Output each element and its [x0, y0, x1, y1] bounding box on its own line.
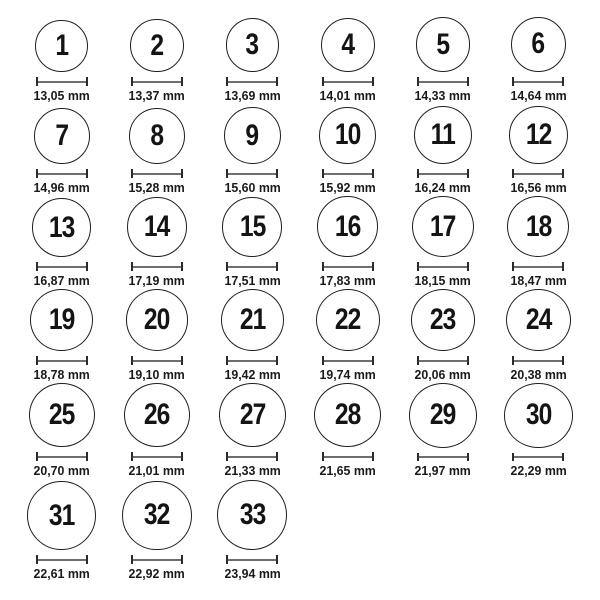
diameter-label: 15,92 mm	[319, 180, 376, 196]
ring-size-number: 4	[341, 27, 355, 61]
diameter-ruler-icon	[226, 356, 278, 365]
diameter-label: 14,64 mm	[510, 88, 567, 104]
ring-circle	[511, 17, 566, 72]
ring-size-number: 24	[525, 303, 552, 337]
diameter-label: 19,74 mm	[319, 367, 376, 383]
diameter-ruler-icon	[226, 452, 278, 461]
diameter-ruler-icon	[417, 356, 469, 365]
ring-circle	[124, 383, 190, 447]
diameter-label: 14,33 mm	[414, 88, 472, 104]
ring-circle	[30, 289, 92, 351]
ring-size-number: 15	[239, 209, 266, 243]
ring-size-number: 22	[334, 303, 361, 337]
ring-size-number: 27	[239, 398, 266, 432]
ring-size-item	[300, 104, 395, 196]
ring-circle	[412, 196, 473, 257]
diameter-label: 17,19 mm	[128, 273, 186, 289]
ring-circle	[122, 481, 192, 551]
ring-size-number: 9	[245, 118, 259, 152]
ring-circle	[314, 383, 381, 447]
ring-size-number: 14	[144, 210, 170, 244]
diameter-ruler-icon	[322, 169, 374, 178]
ring-circle	[506, 289, 571, 351]
ring-circle	[416, 17, 471, 72]
ring-size-number: 11	[430, 118, 456, 152]
ring-size-number: 12	[525, 117, 552, 151]
diameter-ruler-icon	[322, 356, 374, 365]
diameter-ruler-icon	[36, 356, 88, 365]
ring-size-item	[300, 289, 395, 383]
ring-size-number: 29	[430, 398, 456, 432]
ring-circle	[221, 289, 285, 351]
diameter-ruler-icon	[131, 77, 183, 86]
ring-circle	[509, 106, 568, 165]
diameter-ruler-icon	[36, 452, 88, 461]
ring-size-item	[395, 104, 490, 196]
ring-size-item	[109, 104, 204, 196]
diameter-label: 16,24 mm	[414, 180, 472, 196]
diameter-ruler-icon	[512, 356, 564, 365]
ring-circle	[222, 197, 282, 257]
ring-size-number: 8	[150, 118, 164, 152]
diameter-label: 22,92 mm	[128, 566, 186, 582]
ring-circle	[226, 18, 280, 72]
ring-size-item	[491, 12, 586, 104]
ring-circle	[130, 19, 183, 72]
diameter-ruler-icon	[322, 452, 374, 461]
diameter-ruler-icon	[131, 169, 183, 178]
ring-circle	[126, 289, 189, 351]
ring-size-number: 21	[239, 303, 266, 337]
ring-size-item	[14, 289, 109, 383]
diameter-label: 20,70 mm	[33, 463, 90, 479]
diameter-ruler-icon	[131, 356, 183, 365]
ring-size-number: 3	[245, 28, 259, 62]
ring-circle	[35, 20, 88, 73]
diameter-ruler-icon	[131, 452, 183, 461]
ring-size-item	[14, 479, 109, 582]
diameter-label: 19,10 mm	[128, 367, 186, 383]
diameter-label: 13,69 mm	[224, 88, 281, 104]
diameter-ruler-icon	[131, 555, 183, 564]
ring-circle	[319, 107, 376, 164]
diameter-ruler-icon	[226, 169, 278, 178]
ring-circle	[414, 106, 472, 164]
diameter-label: 16,87 mm	[33, 273, 90, 289]
ring-size-number: 32	[144, 498, 170, 532]
ring-circle	[504, 383, 572, 448]
diameter-label: 18,78 mm	[33, 367, 90, 383]
diameter-label: 20,38 mm	[510, 367, 567, 383]
diameter-ruler-icon	[36, 169, 88, 178]
diameter-label: 19,42 mm	[224, 367, 281, 383]
ring-size-item	[395, 289, 490, 383]
ring-size-item	[300, 12, 395, 104]
ring-size-number: 28	[334, 398, 361, 432]
diameter-label: 18,15 mm	[414, 273, 472, 289]
diameter-label: 15,60 mm	[224, 180, 281, 196]
diameter-label: 20,06 mm	[414, 367, 472, 383]
diameter-label: 21,01 mm	[128, 463, 186, 479]
diameter-label: 21,97 mm	[414, 463, 472, 479]
diameter-ruler-icon	[512, 169, 564, 178]
diameter-ruler-icon	[417, 169, 469, 178]
ring-size-number: 26	[144, 398, 170, 432]
diameter-label: 21,65 mm	[319, 463, 376, 479]
ring-size-item	[109, 12, 204, 104]
ring-size-number: 20	[144, 303, 170, 337]
ring-size-number: 10	[334, 118, 361, 152]
ring-size-number: 7	[55, 119, 69, 153]
diameter-ruler-icon	[417, 262, 469, 271]
diameter-ruler-icon	[36, 77, 88, 86]
ring-size-item	[205, 104, 300, 196]
ring-size-item	[395, 196, 490, 289]
diameter-ruler-icon	[131, 262, 183, 271]
ring-circle	[316, 289, 380, 351]
ring-size-number: 19	[48, 303, 75, 337]
diameter-label: 16,56 mm	[510, 180, 567, 196]
ring-size-item	[205, 479, 300, 582]
diameter-ruler-icon	[512, 453, 564, 461]
diameter-label: 18,47 mm	[510, 273, 567, 289]
ring-size-item	[300, 383, 395, 479]
diameter-ruler-icon	[36, 555, 88, 564]
ring-circle	[507, 196, 569, 257]
diameter-label: 14,96 mm	[33, 180, 90, 196]
ring-size-number: 23	[430, 303, 456, 337]
ring-size-number: 5	[436, 27, 450, 61]
ring-size-number: 17	[430, 209, 456, 243]
ring-circle	[127, 197, 187, 257]
ring-size-number: 6	[531, 27, 545, 61]
diameter-label: 17,51 mm	[224, 273, 281, 289]
ring-size-number: 2	[150, 28, 164, 62]
ring-circle	[129, 108, 185, 164]
ring-size-item	[109, 479, 204, 582]
ring-circle	[217, 480, 287, 550]
diameter-ruler-icon	[226, 262, 278, 271]
ring-size-item	[491, 196, 586, 289]
diameter-label: 13,05 mm	[33, 88, 90, 104]
diameter-label: 23,94 mm	[224, 566, 281, 582]
ring-size-number: 31	[48, 498, 75, 532]
ring-circle	[317, 196, 378, 257]
ring-circle	[29, 383, 95, 447]
diameter-ruler-icon	[417, 77, 469, 86]
ring-size-item	[14, 196, 109, 289]
ring-circle	[411, 289, 476, 351]
ring-size-item	[205, 383, 300, 479]
ring-circle	[34, 108, 90, 164]
diameter-ruler-icon	[417, 453, 469, 462]
ring-size-number: 25	[48, 398, 75, 432]
ring-size-number: 1	[55, 28, 69, 62]
ring-size-item	[300, 196, 395, 289]
diameter-label: 22,29 mm	[510, 463, 567, 479]
diameter-label: 17,83 mm	[319, 273, 376, 289]
ring-size-item	[14, 12, 109, 104]
ring-size-number: 18	[525, 209, 552, 243]
ring-size-item	[395, 383, 490, 479]
diameter-label: 13,37 mm	[128, 88, 186, 104]
ring-size-item	[491, 383, 586, 479]
diameter-ruler-icon	[226, 555, 278, 564]
ring-circle	[224, 107, 281, 164]
ring-circle	[409, 383, 477, 448]
diameter-ruler-icon	[322, 262, 374, 271]
ring-size-item	[205, 196, 300, 289]
ring-circle	[219, 383, 286, 447]
ring-size-number: 13	[48, 210, 75, 244]
ring-size-item	[14, 383, 109, 479]
diameter-ruler-icon	[226, 77, 278, 86]
ring-size-item	[491, 289, 586, 383]
ring-circle	[32, 198, 91, 257]
diameter-ruler-icon	[322, 77, 374, 86]
ring-size-number: 16	[334, 209, 361, 243]
diameter-ruler-icon	[36, 262, 88, 271]
ring-size-item	[109, 383, 204, 479]
diameter-label: 22,61 mm	[33, 566, 90, 582]
diameter-label: 21,33 mm	[224, 463, 281, 479]
diameter-ruler-icon	[512, 77, 564, 86]
ring-size-item	[109, 289, 204, 383]
ring-circle	[321, 18, 375, 72]
ring-size-number: 30	[525, 398, 552, 432]
ring-size-number: 33	[239, 498, 266, 532]
diameter-label: 15,28 mm	[128, 180, 186, 196]
ring-size-item	[205, 12, 300, 104]
ring-size-item	[109, 196, 204, 289]
diameter-label: 14,01 mm	[319, 88, 376, 104]
ring-circle	[27, 481, 96, 550]
ring-size-item	[395, 12, 490, 104]
ring-size-item	[205, 289, 300, 383]
diameter-ruler-icon	[512, 262, 564, 271]
ring-size-item	[14, 104, 109, 196]
ring-size-item	[491, 104, 586, 196]
